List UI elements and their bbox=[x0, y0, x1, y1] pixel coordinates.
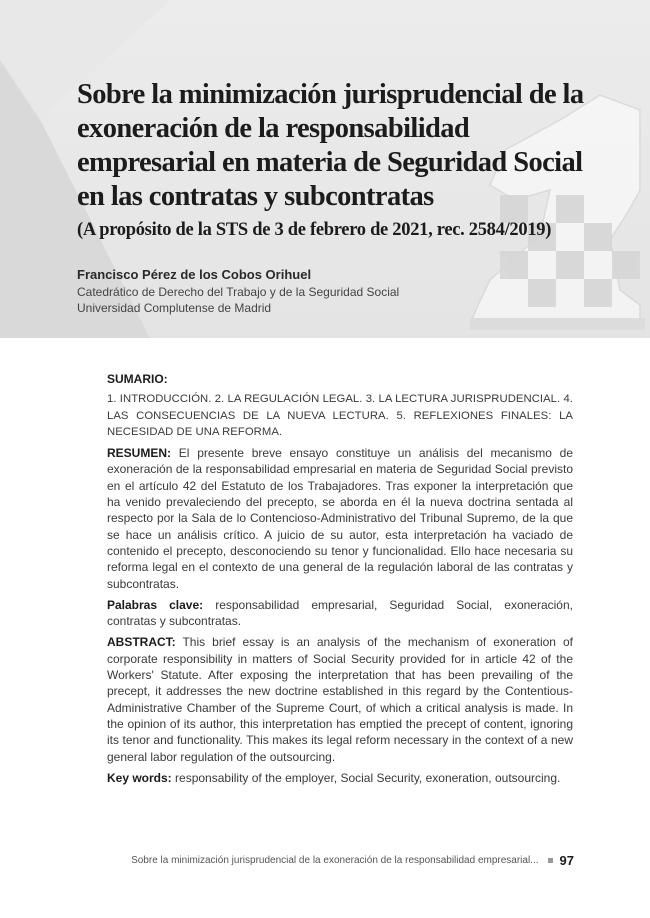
author-affiliation-position: Catedrático de Derecho del Trabajo y de la Seguridad Social bbox=[77, 285, 400, 299]
resumen-text: El presente breve ensayo constituye un análisis del mecanismo de exoneración de la responsabilidad empresarial en materia de Seguridad Social previsto en el artículo 42 del Estatuto de los Trabajadores. Tras exponer la interpretación que ha venido prevaleciendo del precepto, se aborda en él la nueva doctrina sentada al respecto por la Sala de lo Contencioso-Administrativo del Tribunal Supremo, de la que se hace un análisis crítico. A juicio de su autor, esta interpretación ha vaciado de contenido el precepto, desconociendo su tenor y funcionalidad. Ello hace necesaria su reforma legal en el contexto de una general de la regulación laboral de las contratas y subcontratas. bbox=[107, 446, 573, 591]
article-subtitle: (A propósito de la STS de 3 de febrero de 2021, rec. 2584/2019) bbox=[77, 220, 552, 240]
abstract-label: ABSTRACT: bbox=[107, 635, 176, 650]
article-title: Sobre la minimización jurisprudencial de la exoneración de la responsabilidad empresarial en materia de Seguridad Social en las contratas y subcontratas bbox=[77, 79, 584, 212]
author-affiliation-university: Universidad Complutense de Madrid bbox=[77, 301, 272, 315]
sumario-heading: SUMARIO: bbox=[107, 372, 168, 386]
sumario-text: 1. INTRODUCCIÓN. 2. LA REGULACIÓN LEGAL. 3. LA LECTURA JURISPRUDENCIAL. 4. LAS CONSECUENCIAS DE LA NUEVA LECTURA. 5. REFLEXIONES FINALES: LA NECESIDAD DE UNA REFORMA. bbox=[107, 393, 573, 438]
abstract-paragraph bbox=[107, 634, 573, 764]
resumen-label: RESUMEN: bbox=[107, 446, 172, 461]
palabras-clave-text: responsabilidad empresarial, Seguridad Social, exoneración, contratas y subcontratas. bbox=[107, 597, 573, 629]
key-words-label: Key words: bbox=[107, 770, 172, 785]
running-title: Sobre la minimización jurisprudencial de la exoneración de la responsabilidad empresarial... bbox=[131, 855, 539, 867]
key-words-text: responsability of the employer, Social Security, exoneration, outsourcing. bbox=[175, 770, 561, 785]
resumen-paragraph bbox=[107, 445, 573, 592]
abstract-text: This brief essay is an analysis of the mechanism of exoneration of corporate responsibility in matters of Social Security provided for in article 42 of the Workers' Statute. After exposing the interpretation that has been prevailing of the precept, it addresses the new doctrine established in this regard by the Contentious-Administrative Chamber of the Supreme Court, of which a critical analysis is made. In the opinion of its author, this interpretation has emptied the precept of content, ignoring its tenor and functionality. This makes its legal reform necessary in the context of a new general labor regulation of the outsourcing. bbox=[107, 635, 573, 764]
article-front-matter bbox=[107, 371, 573, 791]
key-words-paragraph bbox=[107, 770, 573, 786]
palabras-clave-paragraph bbox=[107, 597, 573, 630]
page-number: 97 bbox=[559, 853, 574, 868]
author-name: Francisco Pérez de los Cobos Orihuel bbox=[77, 267, 312, 282]
page-footer bbox=[60, 853, 574, 868]
palabras-clave-label: Palabras clave: bbox=[107, 597, 204, 612]
footer-separator bbox=[548, 858, 553, 863]
header-banner bbox=[0, 0, 650, 338]
